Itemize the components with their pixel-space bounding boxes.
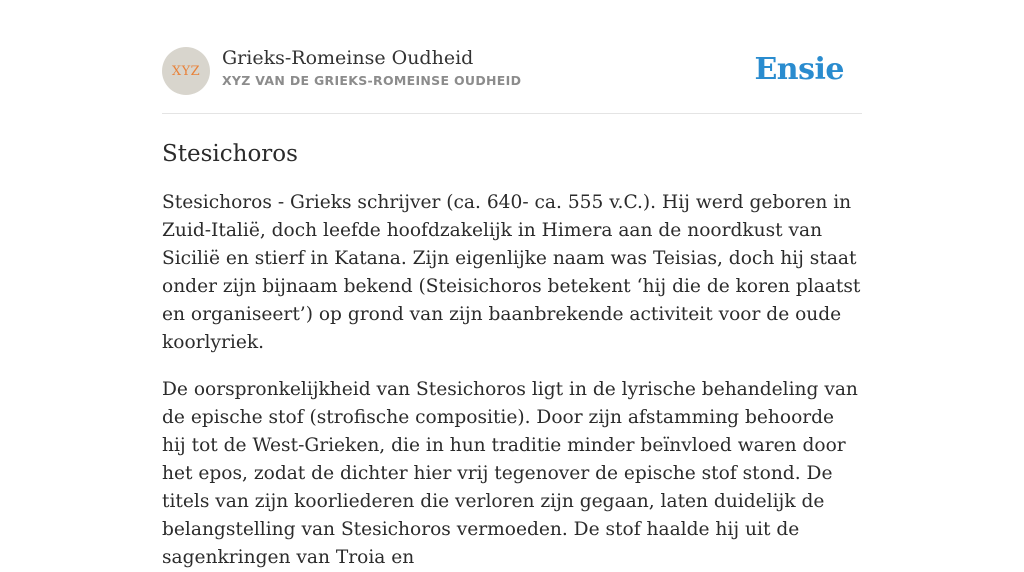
- article-title: Stesichoros: [162, 141, 298, 167]
- article-paragraph: Stesichoros - Grieks schrijver (ca. 640- ca. 555 v.C.). Hij werd geboren in Zuid-Italië, doch leefde hoofdzakelijk in Himera aan de noordkust van Sicilië en stierf in Katana. Zijn eigenlijke naam was Teisias, doch hij staat onder zijn bijnaam bekend (Steisichoros betekent ‘hij die de koren plaatst en organiseert’) op grond van zijn baanbrekende activiteit voor de oude koorlyriek.: [162, 192, 861, 353]
- brand-logo-link[interactable]: Ensie: [754, 52, 844, 87]
- page-container: [162, 0, 862, 572]
- article: [162, 139, 862, 572]
- site-title[interactable]: Grieks-Romeinse Oudheid: [222, 47, 474, 69]
- site-subtitle: XYZ VAN DE GRIEKS-ROMEINSE OUDHEID: [222, 73, 522, 88]
- avatar[interactable]: XYZ: [162, 47, 210, 95]
- site-titles: [222, 45, 521, 91]
- site-header: [162, 0, 862, 114]
- article-paragraph: De oorspronkelijkheid van Stesichoros ligt in de lyrische behandeling van de epische stof (strofische compositie). Door zijn afstamming behoorde hij tot de West-Grieken, die in hun traditie minder beïnvloed waren door het epos, zodat de dichter hier vrij tegenover de epische stof stond. De titels van zijn koorliederen die verloren zijn gegaan, laten duidelijk de belangstelling van Stesichoros vermoeden. De stof haalde hij uit de sagenkringen van Troia en: [162, 379, 858, 568]
